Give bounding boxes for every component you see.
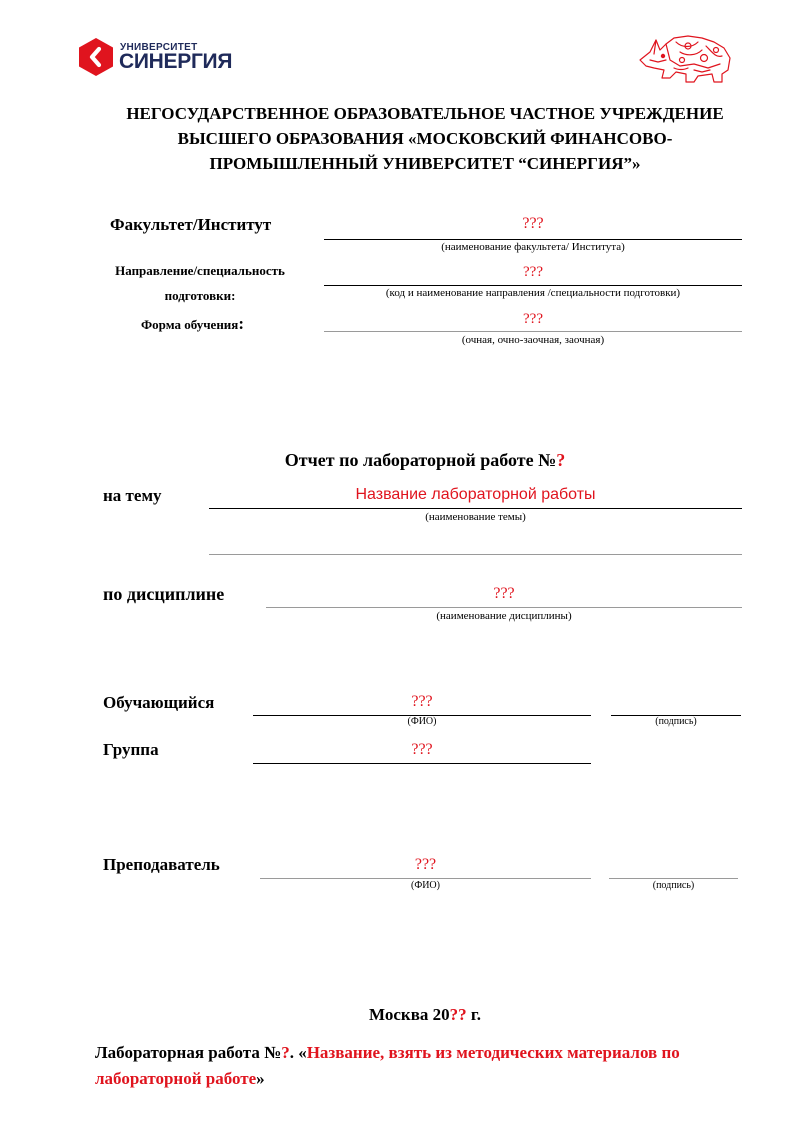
topic-label: на тему (103, 486, 162, 505)
teacher-fio-caption: (ФИО) (410, 880, 440, 891)
city-year-prefix: Москва 20 (369, 1005, 450, 1024)
direction-label-line-1: Направление/специальность (115, 263, 285, 278)
logo-big-text: СИНЕРГИЯ (119, 50, 233, 73)
teacher-label: Преподаватель (103, 855, 220, 874)
group-label: Группа (103, 740, 159, 759)
direction-value[interactable]: ??? (523, 264, 543, 280)
lab-work-end: » (256, 1069, 265, 1088)
group-value[interactable]: ??? (411, 741, 433, 758)
discipline-underline (266, 607, 742, 608)
study-form-caption: (очная, очно-заочная, заочная) (461, 334, 605, 346)
study-form-underline (324, 331, 742, 332)
student-signature-caption: (подпись) (655, 716, 697, 727)
lab-work-name-line-2: лабораторной работе (95, 1069, 257, 1088)
teacher-signature-underline (609, 878, 738, 879)
teacher-value[interactable]: ??? (414, 856, 437, 873)
topic-caption: (наименование темы) (425, 511, 526, 523)
study-form-label-text: Форма обучения (141, 317, 239, 332)
study-form-label (141, 314, 244, 334)
heading-line-1: НЕГОСУДАРСТВЕННОЕ ОБРАЗОВАТЕЛЬНОЕ ЧАСТНОЕ УЧРЕЖДЕНИЕ (126, 104, 724, 123)
year-suffix: ?? (449, 1005, 467, 1024)
faculty-label: Факультет/Институт (110, 215, 272, 234)
faculty-caption: (наименование факультета/ Института) (441, 241, 625, 253)
lab-work-name-line-1: Название, взять из методических материалов по (306, 1043, 680, 1062)
faculty-value[interactable]: ??? (522, 215, 544, 232)
lab-work-prefix: Лабораторная работа № (95, 1043, 282, 1062)
student-label: Обучающийся (103, 693, 215, 712)
city-year-suffix: г. (466, 1005, 481, 1024)
rhino-emblem-icon (636, 30, 734, 86)
study-form-value[interactable]: ??? (523, 311, 543, 327)
discipline-label: по дисциплине (103, 584, 225, 604)
faculty-underline (324, 239, 742, 240)
report-title-text: Отчет по лабораторной работе № (284, 450, 557, 470)
lab-work-middle: . « (289, 1043, 307, 1062)
logo-small-text: УНИВЕРСИТЕТ (120, 42, 198, 53)
direction-label-line-2: подготовки: (164, 288, 236, 303)
topic-underline (209, 508, 742, 509)
city-year (0, 1005, 800, 1025)
topic-second-line (209, 554, 742, 555)
student-fio-caption: (ФИО) (407, 716, 437, 727)
group-underline (253, 763, 591, 764)
teacher-signature-caption: (подпись) (652, 880, 695, 891)
topic-value[interactable]: Название лабораторной работы (355, 486, 596, 503)
report-title (0, 450, 800, 471)
teacher-fio-underline (260, 878, 591, 879)
report-number: ? (556, 450, 566, 470)
lab-work-title (95, 1040, 775, 1092)
direction-underline (324, 285, 742, 286)
lab-work-title-line-1 (95, 1040, 775, 1066)
institution-heading (100, 101, 750, 176)
student-value[interactable]: ??? (411, 693, 433, 710)
direction-caption: (код и наименование направления /специальности подготовки) (385, 287, 681, 299)
discipline-caption: (наименование дисциплины) (436, 610, 572, 622)
heading-line-2: ВЫСШЕГО ОБРАЗОВАНИЯ «МОСКОВСКИЙ ФИНАНСОВО- (177, 129, 673, 148)
discipline-value[interactable]: ??? (493, 585, 515, 602)
synergy-logo-mark-icon (78, 38, 114, 76)
study-form-colon: : (238, 314, 245, 333)
lab-work-title-line-2 (95, 1066, 775, 1092)
lab-work-number: ? (281, 1043, 290, 1062)
heading-line-3: ПРОМЫШЛЕННЫЙ УНИВЕРСИТЕТ “СИНЕРГИЯ”» (209, 154, 641, 173)
university-logo (78, 38, 233, 80)
